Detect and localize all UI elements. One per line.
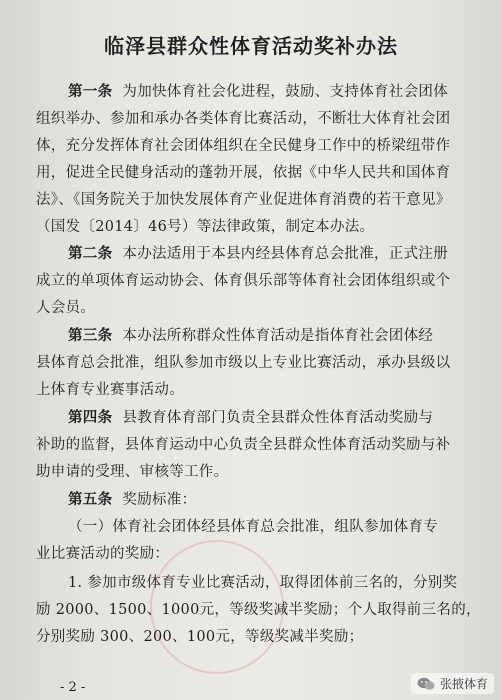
item-2-line-1: 1. 参加市级体育专业比赛活动，取得团体前三名的，分别奖	[68, 575, 458, 591]
article-5-lead: 第五条	[68, 491, 113, 508]
article-3-lead: 第三条	[68, 327, 113, 344]
watermark-label: 张掖体育	[439, 677, 488, 691]
article-3-line-1: 本办法所称群众性体育活动是指体育社会团体经	[122, 328, 434, 344]
article-4-line-2: 补助的监督，县体育运动中心负责全县群众性体育活动奖励与补	[36, 437, 451, 453]
article-4-line-1: 县教育体育部门负责全县群众性体育活动奖励与	[122, 410, 434, 426]
wechat-watermark	[411, 673, 494, 694]
article-2-line-2: 成立的单项体育运动协会、体育俱乐部等体育社会团体组织或个	[36, 273, 451, 289]
article-1-line-2: 组织举办、参加和承办各类体育比赛活动，不断壮大体育社会团	[36, 111, 451, 127]
article-1-line-3: 体，充分发挥体育社会团体组织在全民健身工作中的桥梁纽带作	[36, 138, 451, 154]
item-2-line-3: 分别奖励 300、200、100元，等级奖减半奖励；	[36, 629, 364, 645]
article-1-line-6: （国发〔2014〕46号）等法律政策，制定本办法。	[36, 219, 375, 235]
item-2-line-2: 励 2000、1500、1000元，等级奖减半奖励；个人取得前三名的，	[36, 602, 481, 618]
article-1-line-1: 为加快体育社会化进程，鼓励、支持体育社会团体	[122, 84, 449, 100]
item-1-line-1: （一）体育社会团体经县体育总会批准，组队参加体育专	[68, 519, 438, 535]
article-1-lead: 第一条	[68, 83, 113, 100]
article-2	[36, 240, 482, 322]
article-4	[36, 404, 482, 486]
article-1	[36, 78, 482, 241]
article-4-lead: 第四条	[68, 409, 113, 426]
article-2-line-3: 人会员。	[36, 300, 96, 316]
article-4-line-3: 助申请的受理、审核等工作。	[36, 464, 229, 480]
article-3-line-2: 县体育总会批准，组队参加市级以上专业比赛活动，承办县级以	[36, 355, 451, 371]
article-3	[36, 322, 482, 404]
article-1-line-5: 法》、《国务院关于加快发展体育产业促进体育消费的若干意见》	[36, 192, 451, 208]
article-3-line-3: 上体育专业赛事活动。	[36, 382, 184, 398]
article-5-line-1: 奖励标准：	[122, 492, 197, 508]
article-1-line-4: 用，促进全民健身活动的蓬勃开展，依据《中华人民共和国体育	[36, 165, 451, 181]
page-number: - 2 -	[60, 680, 86, 695]
item-1	[36, 514, 482, 568]
document-title: 临泽县群众性体育活动奖补办法	[104, 34, 398, 58]
article-5	[36, 486, 482, 514]
article-2-lead: 第二条	[68, 245, 113, 262]
article-2-line-1: 本办法适用于本县内经县体育总会批准，正式注册	[122, 246, 449, 262]
item-1-line-2: 业比赛活动的奖励：	[36, 546, 170, 562]
wechat-icon	[417, 677, 435, 691]
item-2	[36, 570, 482, 651]
